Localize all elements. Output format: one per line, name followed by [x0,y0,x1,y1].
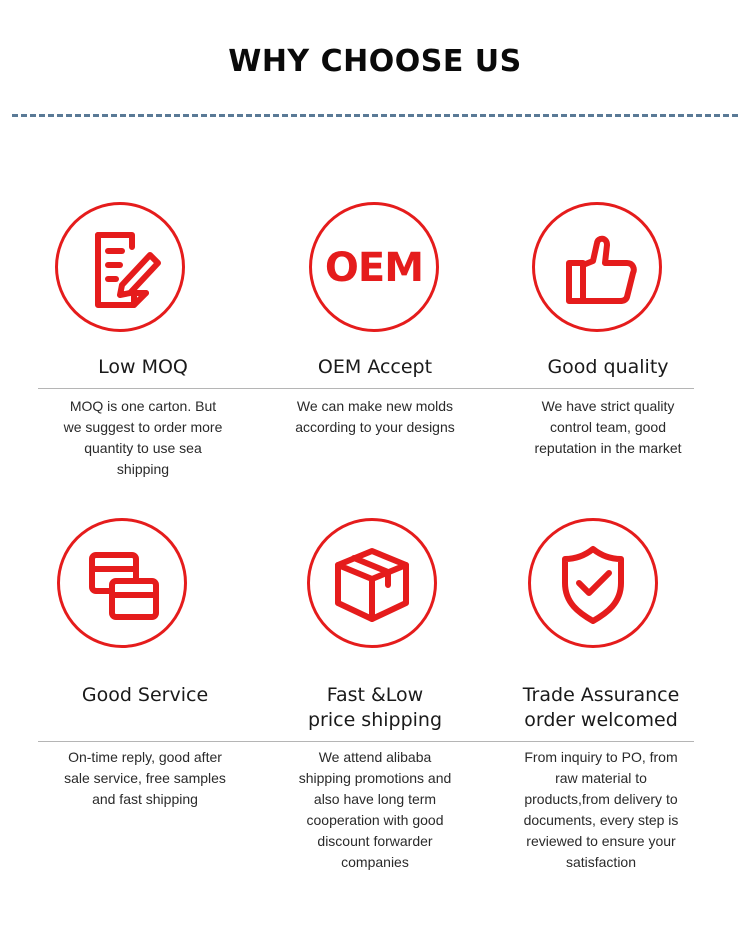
oem-accept-icon-circle [309,202,439,332]
package-box-icon [310,521,434,645]
document-pencil-icon [58,205,182,329]
feature-desc-fast-shipping: We attend alibaba shipping promotions and also have long term cooperation with good discount forwarder companies [298,749,452,870]
feature-desc-trade-assurance: From inquiry to PO, from raw material to products,from delivery to documents, every step is reviewed to ensure your satisfaction [523,749,679,870]
feature-desc-good-quality: We have strict quality control team, good reputation in the market [534,398,682,456]
feature-title-good-service: Good Service [81,684,209,706]
row-2-divider [38,741,694,742]
oem-icon-text: OEM [324,245,424,291]
feature-title-low-moq: Low MOQ [98,356,188,378]
good-service-icon-circle [57,518,187,648]
shield-check-icon [531,521,655,645]
overlapping-cards-icon [60,521,184,645]
thumbs-up-icon [535,205,659,329]
row-1-divider [38,388,694,389]
good-quality-icon-circle [532,202,662,332]
feature-title-trade-assurance: Trade Assurance order welcomed [522,684,680,731]
feature-title-oem-accept: OEM Accept [317,356,433,378]
feature-desc-good-service: On-time reply, good after sale service, free samples and fast shipping [64,749,226,807]
feature-desc-oem-accept: We can make new molds according to your designs [295,398,455,435]
feature-title-good-quality: Good quality [547,356,669,378]
feature-desc-low-moq: MOQ is one carton. But we suggest to order more quantity to use sea shipping [63,398,223,477]
trade-assurance-icon-circle [528,518,658,648]
low-moq-icon-circle [55,202,185,332]
page-title: WHY CHOOSE US [228,44,522,79]
fast-shipping-icon-circle [307,518,437,648]
dashed-divider [12,114,738,117]
feature-title-fast-shipping: Fast &Low price shipping [307,684,443,731]
